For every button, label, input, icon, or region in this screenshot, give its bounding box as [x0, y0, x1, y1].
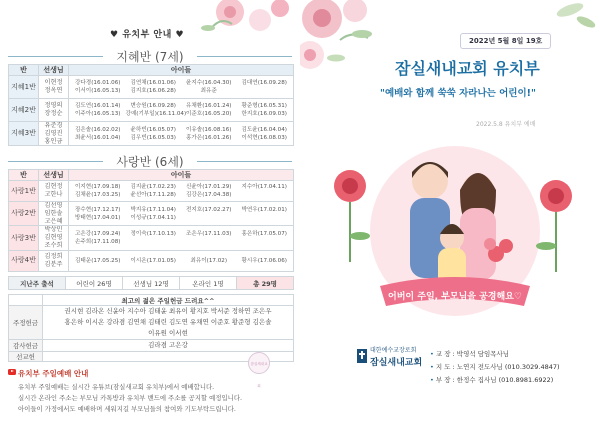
jihye-class-title: 지혜반 (7세) [0, 48, 300, 65]
notice-line: 실시간 온라인 주소는 부모님 카톡방과 유치부 밴드에 주소를 공지할 예정입니다. [18, 394, 243, 402]
kid-name: 강예(기부일)(16.11.04) [125, 111, 187, 117]
sarang-table [8, 169, 294, 272]
kid-name: 윤하빈(16.05.07) [130, 126, 176, 133]
kid-name: 이유솔(16.08.16) [186, 126, 232, 133]
offering-names-line1: 권시현 김라온 신윤아 지수아 김태윤 최유이 황지호 박서준 정하연 조은우 [64, 307, 272, 315]
kids-list [69, 122, 294, 146]
kid-name: 김연채(16.01.06) [130, 80, 176, 87]
kids-list [69, 181, 294, 202]
offering-thanks-names: 김라겸 고은강 [43, 340, 294, 352]
header-teacher: 선생님 [39, 170, 69, 181]
table-row [9, 226, 294, 250]
kid-name: 손주희(17.11.08) [75, 238, 121, 245]
kid-name: 홍가은(16.01.26) [186, 134, 232, 141]
kid-name: 김강은(17.04.38) [186, 192, 232, 198]
kid-name: 유채환(16.01.24) [186, 103, 232, 110]
kid-name: 이석현(16.08.03) [241, 134, 287, 141]
kid-name: 김은솔(16.02.02) [75, 126, 121, 133]
notice-line: 유치부 주일예배는 실시간 유튜브(잠실새교회 유치부)에서 예배합니다. [18, 383, 215, 391]
church-stamp-logo: 잠실새내교회 [248, 352, 270, 374]
offering-header: 최고의 젊은 주일헌금 드려요^^ [43, 295, 294, 306]
kid-name: 지수아(17.04.11) [241, 184, 287, 191]
kid-name: 이서이(16.05.13) [75, 88, 121, 94]
class-name: 사랑1반 [9, 181, 39, 202]
jihye-table [8, 64, 294, 146]
teacher-names: 이현정 정옥연 [39, 76, 69, 99]
class-name: 사랑2반 [9, 202, 39, 226]
kid-name: 이시온(17.01.05) [130, 257, 176, 264]
attendance-total: 총 29명 [237, 277, 294, 290]
table-row [9, 99, 294, 122]
sarang-class-title: 사랑반 (6세) [0, 153, 300, 170]
kids-list [69, 250, 294, 271]
kid-name: 박지유(17.11.04) [130, 206, 176, 213]
kid-name: 신윤아(17.01.29) [186, 184, 232, 191]
attendance-table [8, 276, 294, 290]
class-name: 사랑3반 [9, 226, 39, 250]
kid-name: 김도윤(16.04.04) [241, 126, 287, 133]
table-row [9, 250, 294, 271]
church-denomination: 대한예수교장로회 [370, 347, 417, 354]
kid-name: 최유이(17.02) [190, 257, 228, 264]
kid-name: 이주아(16.05.13) [75, 111, 121, 117]
attendance-label: 지난주 출석 [9, 277, 66, 290]
kid-name: 황준형(16.05.31) [241, 103, 287, 110]
family-illustration [320, 126, 590, 326]
teacher-names: 박상민 김현영 조수희 [39, 226, 69, 250]
notice-line: 아이들이 가정에서도 예배하며 세워지길 부모님들의 참여와 기도부탁드립니다. [18, 405, 236, 413]
notice-text [18, 382, 248, 415]
offering-label-main: 주정헌금 [9, 306, 43, 340]
teacher-names: 김선영 임한솔 고은혜 [39, 202, 69, 226]
kid-name: 이지현(17.09.18) [75, 184, 121, 191]
right-page [300, 0, 600, 424]
table-row [9, 181, 294, 202]
offering-names-line2: 홍은하 이시온 강라겸 김연채 김태린 김도연 유채연 이준호 황준형 김은솔 [64, 318, 272, 326]
church-logo-icon [356, 348, 368, 364]
header-class: 반 [9, 170, 39, 181]
kid-name: 윤선아(17.11.28) [130, 192, 176, 198]
kid-name: 김지호(16.06.28) [130, 88, 176, 94]
section-title: ♥ 유치부 안내 ♥ [110, 30, 185, 40]
kid-name: 정이숙(17.10.13) [130, 230, 176, 237]
kid-name: 이준호(16.05.20) [186, 111, 232, 117]
kid-name: 황시우(17.06.06) [241, 257, 287, 264]
kid-name: 홍은하(17.05.07) [241, 230, 287, 237]
attendance-online: 온라인 1명 [180, 277, 237, 290]
kid-name: 전지호(17.02.27) [186, 206, 232, 213]
staff-item: • 부 장 : 한정수 집사님 (010.8981.6922) [430, 376, 554, 384]
teacher-names: 유준경 김영진 홍인금 [39, 122, 69, 146]
event-label: 2022.5.8 유치부 예배 [476, 121, 536, 128]
class-name: 지혜1반 [9, 76, 39, 99]
table-row [9, 122, 294, 146]
subtitle: "예배와 함께 쑥쑥 자라나는 어린이!" [380, 88, 536, 99]
kid-name: 김태운(17.05.25) [75, 257, 121, 264]
church-name: 잠실새내교회 [370, 358, 423, 368]
kid-name: 김채윤(17.03.25) [75, 192, 121, 198]
kid-name: 최윤서(16.01.04) [75, 134, 121, 141]
kid-name: 김대연(16.09.28) [241, 80, 287, 87]
kids-list [69, 99, 294, 122]
staff-item: • 교 장 : 박영석 담임목사님 [430, 350, 510, 358]
banner-text: 어버이 주일, 부모님을 공경해요♡ [388, 292, 522, 302]
table-row [9, 202, 294, 226]
kid-name: 이성규(17.04.11) [130, 214, 176, 221]
header-kids: 아이들 [69, 170, 294, 181]
kid-name: 변승원(16.09.28) [130, 103, 176, 110]
kid-name: 강다경(16.01.06) [75, 80, 121, 87]
kid-name: 방태현(17.04.01) [75, 214, 121, 221]
kid-name: 최유준 [200, 88, 217, 94]
staff-item: • 지 도 : 노연지 전도사님 (010.3029.4847) [430, 363, 560, 371]
header-class: 반 [9, 65, 39, 76]
kid-name: 김도연(16.01.14) [75, 103, 121, 110]
youtube-icon [8, 369, 16, 375]
header-kids: 아이들 [69, 65, 294, 76]
attendance-kids: 어린이 26명 [66, 277, 123, 290]
kid-name: 박연우(17.02.01) [241, 206, 287, 213]
kids-list [69, 226, 294, 250]
kids-list [69, 76, 294, 99]
notice-title: 유치부 주일예배 안내 [18, 369, 89, 378]
date-badge: 2022년 5월 8일 19호 [460, 33, 551, 49]
table-row [9, 76, 294, 99]
offering-label-mission: 선교헌 [9, 352, 43, 362]
page-title: 잠실새내교회 유치부 [395, 59, 540, 78]
kid-name: 김우빈(16.05.03) [130, 134, 176, 141]
teacher-names: 김현정 고한나 [39, 181, 69, 202]
offering-names-line3: 이유원 이서현 [148, 329, 188, 337]
attendance-teachers: 선생님 12명 [123, 277, 180, 290]
kid-name: 고은강(17.09.24) [75, 230, 121, 237]
kid-name: 조은우(17.11.03) [186, 230, 232, 237]
class-name: 지혜3반 [9, 122, 39, 146]
class-name: 사랑4반 [9, 250, 39, 271]
kid-name: 윤지수(16.04.30) [186, 80, 232, 87]
class-name: 지혜2반 [9, 99, 39, 122]
teacher-names: 정영의 장정순 [39, 99, 69, 122]
offering-table [8, 294, 294, 362]
header-teacher: 선생님 [39, 65, 69, 76]
teacher-names: 김정희 김분주 [39, 250, 69, 271]
kid-name: 한지호(16.09.03) [241, 111, 287, 117]
staff-list [430, 348, 560, 387]
kid-name: 장수현(17.12.17) [75, 206, 121, 213]
kids-list [69, 202, 294, 226]
kid-name: 김지윤(17.02.23) [130, 184, 176, 191]
offering-label-thanks: 감사헌금 [9, 340, 43, 352]
